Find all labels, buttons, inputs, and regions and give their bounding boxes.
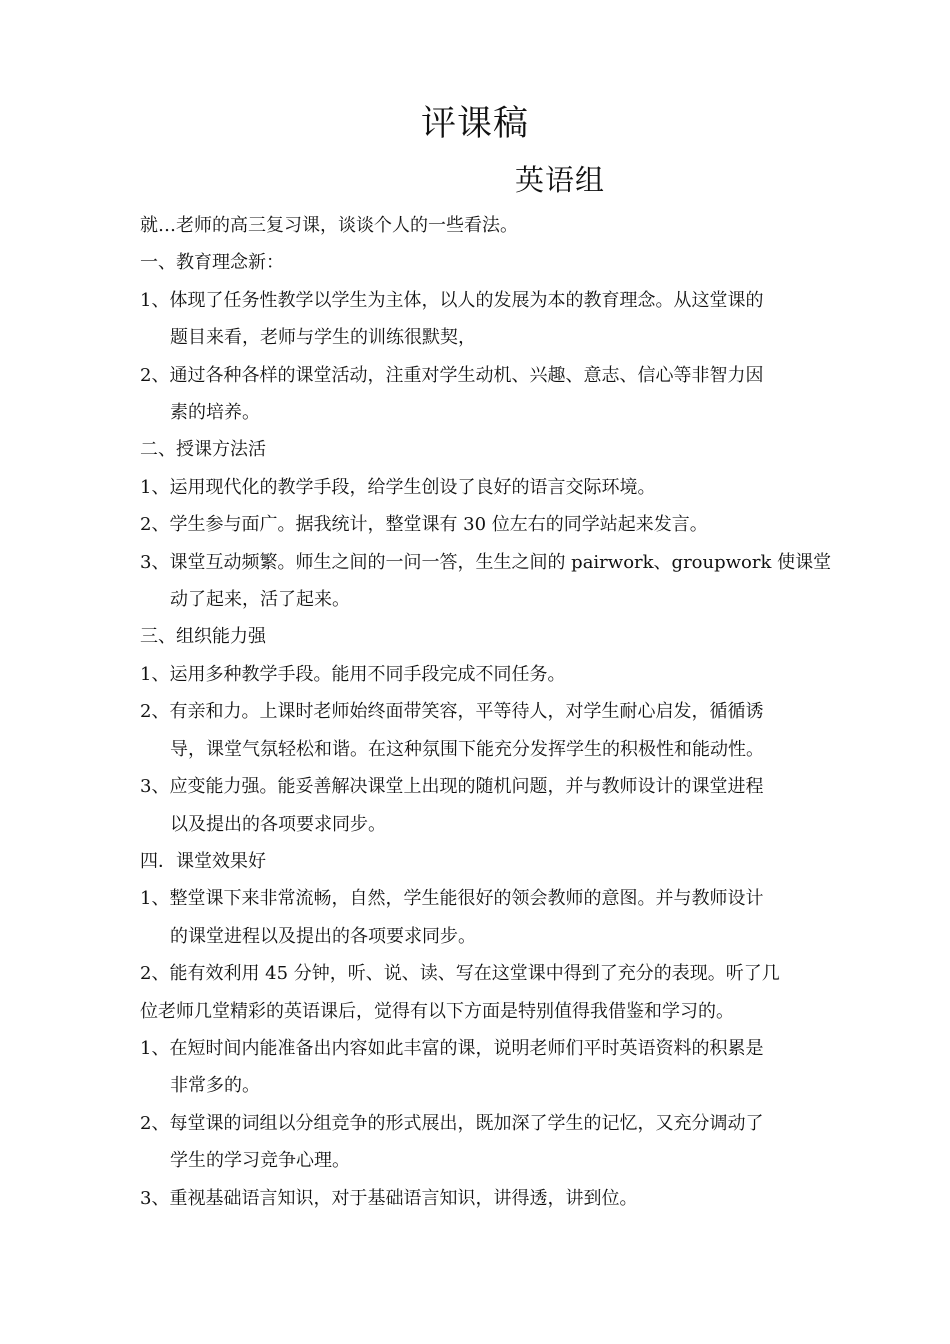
document-title: 评课稿	[420, 104, 529, 144]
paragraph-line: 3、应变能力强。能妥善解决课堂上出现的随机问题，并与教师设计的课堂进程	[140, 776, 764, 798]
paragraph-line: 1、整堂课下来非常流畅，自然，学生能很好的领会教师的意图。并与教师设计	[140, 888, 764, 910]
paragraph-continuation-line: 以及提出的各项要求同步。	[170, 813, 386, 835]
paragraph-line: 位老师几堂精彩的英语课后，觉得有以下方面是特别值得我借鉴和学习的。	[140, 1000, 734, 1022]
paragraph-continuation-line: 导，课堂气氛轻松和谐。在这种氛围下能充分发挥学生的积极性和能动性。	[170, 738, 764, 760]
paragraph-continuation-line: 的课堂进程以及提出的各项要求同步。	[170, 925, 476, 947]
paragraph-line: 2、有亲和力。上课时老师始终面带笑容，平等待人，对学生耐心启发，循循诱	[140, 701, 764, 723]
paragraph-continuation-line: 题目来看，老师与学生的训练很默契，	[170, 327, 476, 349]
paragraph-line: 一、教育理念新：	[140, 252, 284, 274]
paragraph-line: 3、重视基础语言知识，对于基础语言知识，讲得透，讲到位。	[140, 1187, 638, 1209]
paragraph-line: 3、课堂互动频繁。师生之间的一问一答，生生之间的 pairwork、groupwork 使课堂	[140, 551, 832, 573]
paragraph-line: 二、授课方法活	[140, 439, 266, 461]
paragraph-line: 1、体现了任务性教学以学生为主体，以人的发展为本的教育理念。从这堂课的	[140, 289, 764, 311]
paragraph-line: 2、学生参与面广。据我统计，整堂课有 30 位左右的同学站起来发言。	[140, 514, 708, 536]
document-subtitle: 英语组	[515, 163, 606, 197]
paragraph-line: 1、运用现代化的教学手段，给学生创设了良好的语言交际环境。	[140, 476, 656, 498]
paragraph-line: 2、能有效利用 45 分钟，听、说、读、写在这堂课中得到了充分的表现。听了几	[140, 963, 780, 985]
paragraph-line: 四．课堂效果好	[140, 850, 266, 872]
paragraph-line: 2、每堂课的词组以分组竞争的形式展出，既加深了学生的记忆，又充分调动了	[140, 1112, 764, 1134]
paragraph-line: 1、运用多种教学手段。能用不同手段完成不同任务。	[140, 663, 566, 685]
document-body	[140, 207, 832, 1217]
paragraph-line: 1、在短时间内能准备出内容如此丰富的课，说明老师们平时英语资料的积累是	[140, 1037, 764, 1059]
paragraph-line: 三、组织能力强	[140, 626, 266, 648]
paragraph-continuation-line: 动了起来，活了起来。	[170, 589, 350, 611]
paragraph-line: 2、通过各种各样的课堂活动，注重对学生动机、兴趣、意志、信心等非智力因	[140, 364, 764, 386]
paragraph-continuation-line: 学生的学习竞争心理。	[170, 1150, 350, 1172]
paragraph-continuation-line: 素的培养。	[170, 402, 260, 424]
paragraph-line: 就…老师的高三复习课，谈谈个人的一些看法。	[140, 215, 518, 236]
paragraph-continuation-line: 非常多的。	[170, 1075, 260, 1097]
